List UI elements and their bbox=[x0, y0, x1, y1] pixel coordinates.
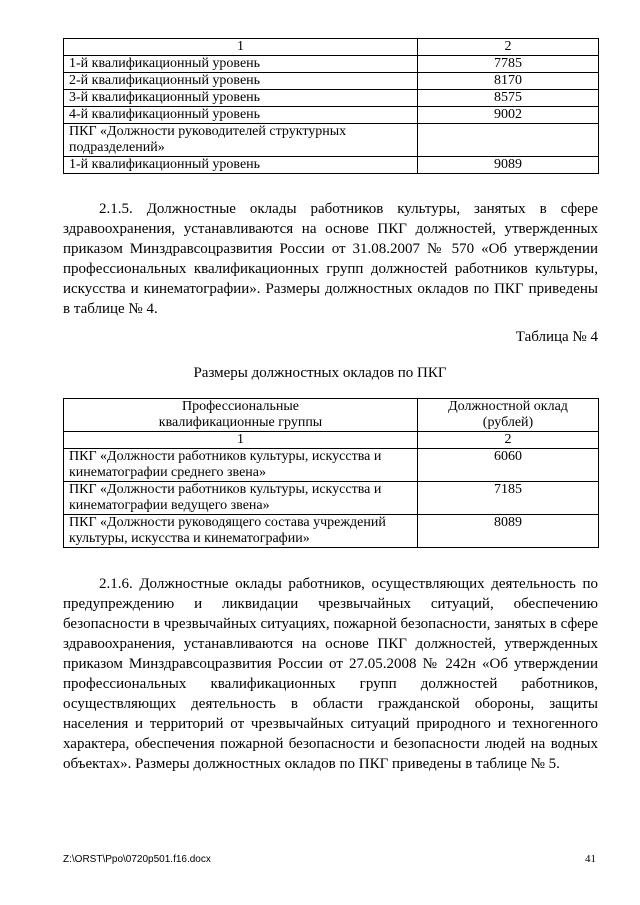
table-cell-value: 8170 bbox=[418, 73, 599, 90]
table-row bbox=[64, 515, 599, 548]
table-cell-value: 7185 bbox=[418, 482, 599, 515]
table-cell-value: 9089 bbox=[418, 157, 599, 174]
table-cell-name: 2-й квалификационный уровень bbox=[64, 73, 418, 90]
table-header-cell: 2 bbox=[418, 432, 599, 449]
paragraph-2-1-6 bbox=[63, 574, 598, 774]
table-header-row bbox=[64, 399, 599, 432]
table-cell-name: 3-й квалификационный уровень bbox=[64, 90, 418, 107]
pkg-salary-table bbox=[63, 398, 599, 548]
table-cell-value: 7785 bbox=[418, 56, 599, 73]
table-row bbox=[64, 124, 599, 157]
table-cell-name: ПКГ «Должности руководящего состава учреждений культуры, искусства и кинематографии» bbox=[64, 515, 418, 548]
table-title: Размеры должностных окладов по ПКГ bbox=[193, 365, 447, 381]
table-cell-value: 8089 bbox=[418, 515, 599, 548]
table-cell-name: ПКГ «Должности руководителей структурных подразделений» bbox=[64, 124, 418, 157]
table-row bbox=[64, 107, 599, 124]
table-number-label: Таблица № 4 bbox=[515, 329, 598, 345]
table-header-cell: 1 bbox=[64, 432, 418, 449]
paragraph-2-1-5 bbox=[63, 199, 598, 319]
table-header-row bbox=[64, 39, 599, 56]
paragraph-text: 2.1.6. Должностные оклады работников, осуществляющих деятельность по предупреждению и ликвидации чрезвычайных ситуаций, обеспечению безопасности в чрезвычайных ситуациях, пожарной безопасности, занятых в сфере здравоохранения, устанавливаются на основе ПКГ должностей, утвержденных приказом Минздравсоцразвития России от 27.05.2008 № 242н «Об утверждении профессиональных квалификационных групп должностей работников, осуществляющих деятельность в области гражданской обороны, защиты населения и территорий от чрезвычайных ситуаций природного и техногенного характера, обеспечения пожарной безопасности и безопасности людей на водных объектах». Размеры должностных окладов по ПКГ приведены в таблице № 5. bbox=[63, 576, 598, 772]
paragraph-text: 2.1.5. Должностные оклады работников культуры, занятых в сфере здравоохранения, устанавливаются на основе ПКГ должностей, утвержденных приказом Минздравсоцразвития России от 31.08.2007 № 570 «Об утверждении профессиональных квалификационных групп должностей работников культуры, искусства и кинематографии». Размеры должностных окладов по ПКГ приведены в таблице № 4. bbox=[63, 201, 598, 317]
table-header-cell: 2 bbox=[418, 39, 599, 56]
column-header-text: Должностной оклад (рублей) bbox=[448, 399, 568, 430]
table-cell-name: 4-й квалификационный уровень bbox=[64, 107, 418, 124]
salary-table-continued bbox=[63, 38, 599, 174]
table-cell-name: ПКГ «Должности работников культуры, искусства и кинематографии ведущего звена» bbox=[64, 482, 418, 515]
table-cell-name: 1-й квалификационный уровень bbox=[64, 157, 418, 174]
table-cell-name: ПКГ «Должности работников культуры, искусства и кинематографии среднего звена» bbox=[64, 449, 418, 482]
table-row bbox=[64, 482, 599, 515]
footer-file-path: Z:\ORST\Ppo\0720p501.f16.docx bbox=[63, 854, 211, 865]
table-row bbox=[64, 73, 599, 90]
page-number: 41 bbox=[585, 853, 596, 865]
table-cell-value: 6060 bbox=[418, 449, 599, 482]
column-header-text: Профессиональные квалификационные группы bbox=[158, 399, 323, 430]
table-number-row bbox=[64, 432, 599, 449]
table-row bbox=[64, 90, 599, 107]
column-header-groups bbox=[64, 399, 418, 432]
table-row bbox=[64, 449, 599, 482]
table-row bbox=[64, 56, 599, 73]
table-cell-value bbox=[418, 124, 599, 157]
table-cell-name: 1-й квалификационный уровень bbox=[64, 56, 418, 73]
table-cell-value: 9002 bbox=[418, 107, 599, 124]
table-cell-value: 8575 bbox=[418, 90, 599, 107]
column-header-salary bbox=[418, 399, 599, 432]
table-row bbox=[64, 157, 599, 174]
table-header-cell: 1 bbox=[64, 39, 418, 56]
